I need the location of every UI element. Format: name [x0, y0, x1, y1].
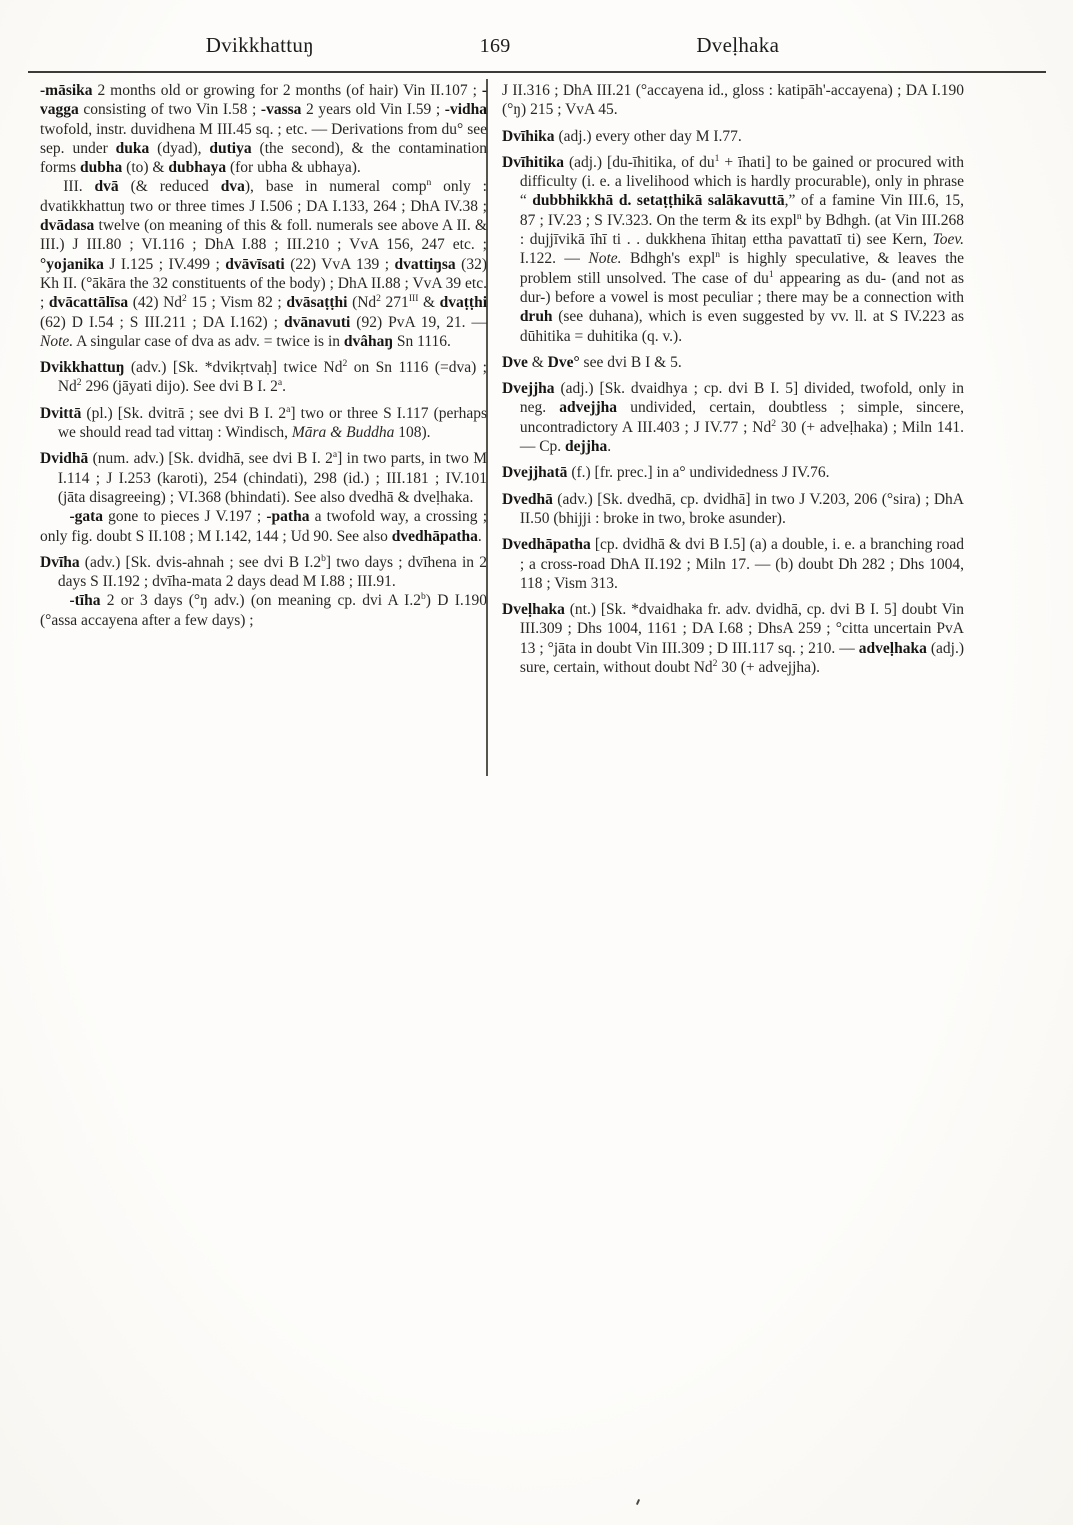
bold-text: Dvīhitika — [502, 153, 565, 171]
entry-dva-numeral-base — [40, 177, 487, 351]
bold-text: dvattiŋsa — [394, 255, 456, 273]
bold-text: Dvīhika — [502, 127, 555, 145]
text-segment: (f.) [fr. prec.] in a° undividedness J IV.76. — [567, 464, 830, 482]
text-segment: (42) Nd — [128, 294, 183, 312]
bold-text: dvā — [94, 178, 119, 196]
superscript-text: n — [796, 210, 802, 222]
superscript-text: 2 — [76, 377, 82, 389]
text-segment: & — [418, 294, 440, 312]
text-segment: 30 (+ advejjha). — [717, 659, 821, 677]
text-segment: 2 or 3 days (°ŋ adv.) (on meaning cp. dvi A I.2 — [100, 592, 421, 610]
bold-text: -vidha — [444, 101, 487, 119]
text-segment: gone to pieces J V.197 ; — [103, 508, 267, 526]
bold-text: duka — [115, 139, 150, 157]
entry-dvihitika — [502, 153, 964, 346]
text-segment: 2 months old or growing for 2 months (of hair) Vin II.107 ; — [92, 82, 482, 99]
text-segment: only : dvatikkhattuŋ two or three times J I.506 ; DA I.133, 264 ; DhA IV.38 ; — [40, 178, 487, 215]
entry-du-compounds-continuation — [40, 81, 487, 177]
column-right — [502, 81, 964, 677]
text-segment: [cp. dvidhā & dvi B I.5] (a) a double, i. e. a branching road ; a cross-road DhA II.192 ; Miln 17. — (b) doubt Dh 282 ; Dhs 1004, 118 ; Vism 313. — [519, 536, 964, 592]
stray-mark-artifact — [636, 1499, 640, 1505]
superscript-text: a — [277, 377, 283, 389]
text-segment: ,” of a famine Vin III.6, 15, 87 ; IV.23 ; S IV.323. On the term & its expl — [519, 192, 964, 229]
superscript-text: 2 — [771, 417, 777, 429]
text-segment: ] two or three S I.117 (perhaps we should read tad vittaŋ : Windisch, — [57, 404, 487, 442]
text-segment: ), base in numeral comp — [244, 178, 427, 196]
superscript-text: 2 — [182, 293, 187, 305]
text-segment: a twofold way, a crossing ; only fig. doubt S II.108 ; M I.142, 144 ; Ud 90. See also — [40, 508, 487, 545]
text-segment: (adj.) sure, certain, without doubt Nd — [519, 639, 964, 677]
text-segment: (adv.) [Sk. *dvikṛtvaḥ] twice Nd — [124, 359, 343, 377]
running-header — [40, 33, 965, 58]
bold-text: -tīha — [69, 592, 101, 610]
text-segment: (92) PvA 19, 21. — — [350, 313, 487, 331]
superscript-text: a — [332, 449, 338, 461]
text-segment: twofold, instr. duvidhena M III.45 sq. ; etc. — Derivations from du° see sep. under — [40, 120, 487, 157]
entry-dvidha — [40, 449, 487, 507]
bold-text: Dvejjhatā — [502, 464, 568, 482]
bold-text: Dvedhāpatha — [502, 536, 591, 554]
text-segment: . — [607, 438, 612, 456]
bold-text: Dvittā — [40, 404, 82, 422]
text-segment: (adj.) [Sk. dvaidhya ; cp. dvi B I. 5] divided, twofold, only in neg. — [519, 380, 964, 417]
bold-text: adveḷhaka — [858, 639, 927, 657]
text-segment: (nt.) [Sk. *dvaidhaka fr. adv. dvidhā, cp. dvi B I. 5] doubt Vin III.309 ; Dhs 1004, 1161 ; DA I.68 ; DhsA 259 ; °citta uncertain PvA 13 ; °jāta in doubt Vin III.309 ; D III.117 sq. ; 210. — — [519, 601, 964, 657]
text-segment: + īhati] to be gained or procured with difficulty (i. e. a livelihood which is hardly procurable), only in phrase “ — [519, 153, 964, 210]
text-segment: (for ubha & ubhaya). — [226, 159, 361, 177]
bold-text: dubhaya — [168, 159, 227, 177]
bold-text: dvāsaṭṭhi — [286, 294, 348, 312]
bold-text: dvaṭṭhi — [439, 294, 487, 312]
text-segment: ] two days ; dvīhena in 2 days S II.192 ; dvīha-mata 2 days dead M I.88 ; III.91. — [57, 553, 487, 591]
text-segment: 30 (+ adveḷhaka) ; Miln 141. — Cp. — [519, 418, 965, 456]
bold-text: Dve° — [547, 353, 580, 371]
text-segment: (62) D I.54 ; S III.211 ; DA I.162) ; — [40, 313, 284, 331]
bold-text: Dve — [502, 353, 528, 371]
text-segment: (the second), & the contamination forms — [40, 139, 487, 177]
text-segment: (Nd — [347, 294, 377, 312]
bold-text: dvānavuti — [283, 313, 351, 331]
entry-dve — [502, 353, 964, 372]
bold-text: -vassa — [260, 101, 302, 119]
italic-text: Note. — [588, 250, 622, 268]
bold-text: Dvedhā — [502, 490, 553, 508]
bold-text: dvedhāpatha — [391, 527, 478, 545]
entry-dvikkhattun — [40, 358, 487, 397]
bold-text: dvādasa — [40, 217, 95, 235]
text-segment: (adv.) [Sk. dvis-ahnah ; see dvi B I.2 — [79, 553, 322, 571]
text-segment: . — [282, 378, 287, 396]
text-segment: (adj.) every other day M I.77. — [554, 127, 742, 145]
text-segment: (to) & — [122, 159, 169, 177]
text-segment: . — [477, 527, 482, 545]
superscript-text: n — [426, 177, 432, 189]
bold-text: -māsika — [40, 82, 93, 99]
bold-text: dva — [220, 178, 245, 196]
text-segment: J I.125 ; IV.499 ; — [103, 255, 226, 273]
superscript-text: b — [321, 552, 326, 564]
text-segment: 271 — [380, 294, 409, 312]
text-segment: J II.316 ; DhA III.21 (°accayena id., gloss : katipāh'-accayena) ; DA I.190 (°ŋ) 215 ; VvA 45. — [502, 82, 964, 119]
entry-dviha-compounds — [40, 591, 487, 630]
text-segment: & — [527, 353, 548, 371]
bold-text: dubha — [80, 159, 123, 177]
superscript-text: a — [286, 403, 291, 415]
bold-text: -gata — [69, 508, 104, 526]
text-segment: A singular case of dva as adv. = twice is in — [73, 332, 344, 350]
text-segment: I.122. — — [519, 250, 589, 268]
entry-dviha-continuation — [502, 81, 964, 120]
bold-text: dvāvīsati — [225, 255, 285, 273]
text-segment: 2 years old Vin I.59 ; — [301, 101, 445, 119]
text-segment: consisting of two Vin I.58 ; — [78, 101, 261, 119]
text-segment: (adv.) [Sk. dvedhā, cp. dvidhā] in two J V.203, 206 (°sira) ; DhA II.50 (bhijji : broke in two, broke asunder). — [519, 490, 964, 527]
bold-text: Dvidhā — [40, 450, 89, 468]
superscript-text: 1 — [768, 268, 774, 280]
text-segment: undivided, certain, doubtless ; simple, sincere, uncontradictory A III.403 ; J IV.77 ; Nd — [519, 399, 964, 436]
bold-text: dejjha — [565, 438, 608, 456]
text-segment: Sn 1116. — [393, 332, 451, 350]
bold-text: Dvīha — [40, 553, 80, 571]
superscript-text: 2 — [376, 293, 381, 305]
text-segment: (22) VvA 139 ; — [284, 255, 395, 273]
superscript-text: b — [420, 591, 426, 603]
column-left — [40, 81, 487, 630]
text-segment: appearing as du- (and not as dur-) before a vowel is most peculiar ; there may be a connection with — [519, 269, 964, 306]
bold-text: dvācattālīsa — [48, 294, 129, 312]
text-segment: 296 (jāyati dijo). See dvi B I. 2 — [81, 378, 278, 396]
superscript-text: 1 — [714, 152, 720, 164]
bold-text: dubbhikkhā d. setaṭṭhikā salākavuttā — [532, 192, 785, 210]
guide-word-right: Dveḷhaka — [696, 33, 780, 57]
bold-text: Dveḷhaka — [502, 601, 565, 619]
text-segment: (pl.) [Sk. dvitrā ; see dvi B I. 2 — [81, 404, 287, 422]
text-segment: see dvi B I & 5. — [579, 353, 682, 371]
text-segment: (num. adv.) [Sk. dvidhā, see dvi B I. 2 — [88, 450, 333, 468]
text-segment: (& reduced — [118, 178, 221, 196]
italic-text: Māra & Buddha — [291, 424, 395, 442]
text-segment: (see duhana), which is even suggested by vv. ll. at S IV.223 as dūhitika = duhitika (q. v.). — [519, 308, 964, 345]
text-segment: by Bdhgh. (at Vin III.268 : dujjīvikā īhī ti . . dukkhena īhitaŋ ettha pavattatī ti) see Kern, — [519, 211, 964, 249]
text-segment: 15 ; Vism 82 ; — [186, 294, 287, 312]
entry-dvejjha — [502, 379, 964, 456]
header-rule — [28, 71, 1046, 73]
entry-dvelhaka — [502, 600, 964, 677]
entry-dvedha — [502, 490, 964, 529]
bold-text: -vagga — [40, 82, 487, 119]
text-segment: (adj.) [du-īhitika, of du — [564, 153, 715, 171]
text-segment: on Sn 1116 (=dva) ; Nd — [57, 359, 487, 396]
text-segment: ] in two parts, in two M I.114 ; J I.253 (karoti), 254 (chindati), 298 (id.) ; III.181 ; IV.101 (jāta disagreeing) ; VI.368 (bhindati). See also dvedhā & dveḷhaka. — [57, 450, 487, 506]
bold-text: advejjha — [559, 399, 617, 417]
bold-text: °yojanika — [40, 255, 104, 273]
guide-word-left: Dvikkhattuŋ — [205, 33, 314, 57]
page-number: 169 — [479, 35, 511, 57]
text-segment: twelve (on meaning of this & foll. numerals see above A II. & III.) J III.80 ; VI.116 ; DhA I.88 ; III.210 ; VvA 156, 247 etc. ; — [40, 217, 487, 254]
bold-text: -patha — [266, 508, 310, 526]
bold-text: dvâhaŋ — [343, 332, 394, 350]
entry-dvihika — [502, 127, 964, 146]
bold-text: Dvikkhattuŋ — [40, 359, 125, 377]
text-segment: (dyad), — [149, 139, 210, 157]
text-segment: (32) Kh II. (°ākāra the 32 constituents of the body) ; DhA II.88 ; VvA 39 etc. ; — [40, 255, 487, 312]
bold-text: druh — [519, 308, 553, 326]
text-segment: 108). — [394, 424, 431, 442]
bold-text: Dvejjha — [502, 380, 555, 398]
entry-dvedhapatha — [502, 535, 964, 593]
entry-dvitta — [40, 404, 487, 443]
italic-text: Toev. — [932, 231, 964, 249]
italic-text: Note. — [40, 332, 74, 350]
entry-dviha — [40, 553, 487, 592]
superscript-text: III — [408, 293, 419, 305]
text-segment: is highly speculative, & leaves the problem still unsolved. The case of du — [519, 250, 965, 287]
text-segment: III. — [63, 178, 95, 196]
superscript-text: n — [715, 249, 721, 261]
superscript-text: 2 — [342, 358, 348, 369]
entry-dvidha-compounds — [40, 507, 487, 546]
bold-text: dutiya — [209, 139, 252, 157]
text-segment: ) D I.190 (°assa accayena after a few days) ; — [40, 592, 487, 629]
text-segment: Bdhgh's expl — [621, 250, 716, 268]
entry-dvejjhata — [502, 463, 964, 482]
superscript-text: 2 — [712, 657, 718, 669]
